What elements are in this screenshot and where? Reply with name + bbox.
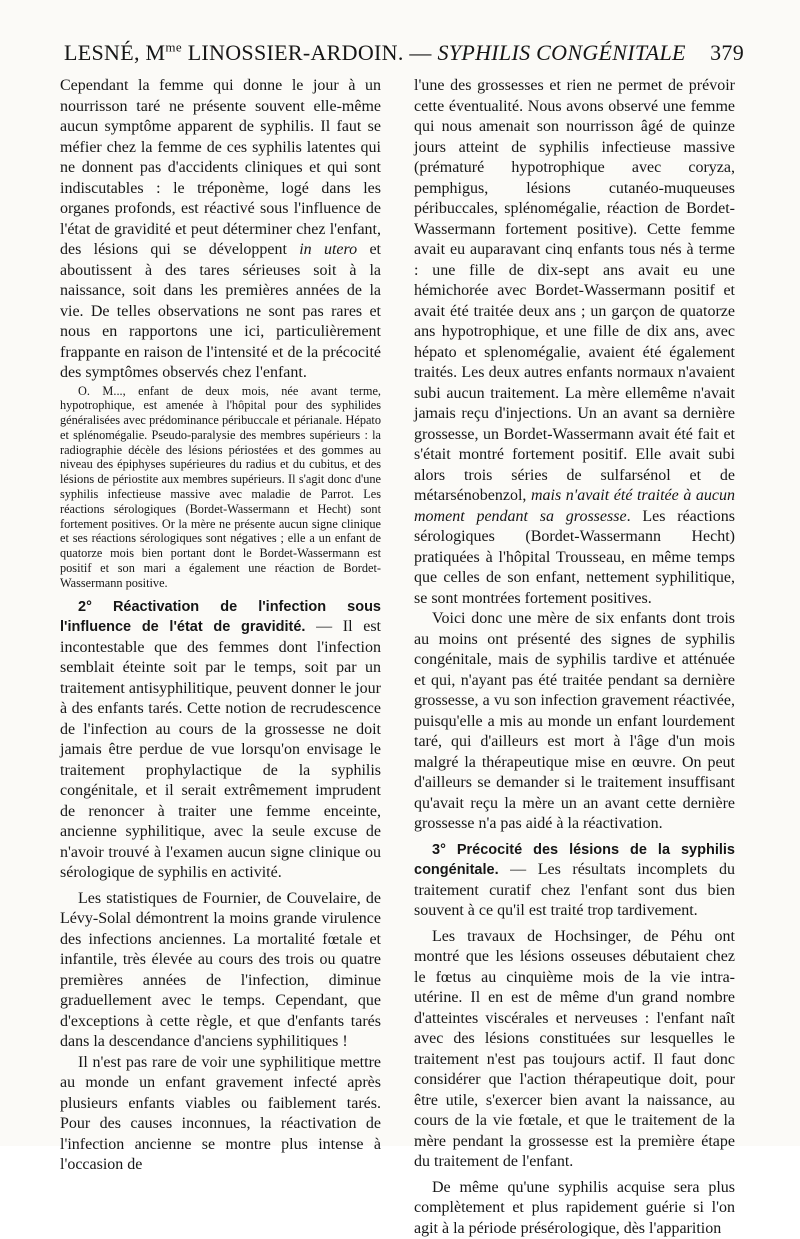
right-column (414, 76, 735, 1239)
paragraph-six-children: Voici donc une mère de six enfants dont trois au moins ont présenté des signes de syphilis congénitale, mais de syphilis tardive et atténuée et qui, n'ayant pas été traitée pendant sa dernière grossesse, a vu son infection gravement réactivée, puisqu'elle a mis au monde un enfant lourdement taré, qui d'ailleurs est mort à l'âge d'un mois malgré la thérapeutique mise en œuvre. On peut d'ailleurs se demander si le traitement insuffisant qu'avait reçu la mère un an avant cette dernière grossesse n'a pas aidé à la réactivation. (414, 609, 735, 835)
section-2-reactivation: 2° Réactivation de l'infection sous l'influence de l'état de gravidité. — Il est incontestable que des femmes dont l'infection semblait éteinte soit par le temps, soit par un traitement antisyphilitique, peuvent donner le jour à des enfants tarés. Cette notion de recrudescence de l'infection au cours de la grossesse ne doit jamais être perdue de vue lorsqu'on envisage le traitement prophylactique de la syphilis congénitale, et il serait extrêmement imprudent de renoncer à traiter une femme enceinte, ancienne syphilitique, avec la seule excuse de n'avoir trouvé à l'examen aucun signe clinique ou sérologique de syphilis en activité. (60, 597, 381, 884)
header-dash: — (404, 40, 438, 65)
paragraph-statistics: Les statistiques de Fournier, de Couvelaire, de Lévy-Solal démontrent la moins grande virulence des infections anciennes. La mortalité fœtale et infantile, très élevée au cours des trois ou quatre premières années de l'infection, diminue graduellement avec le temps. Cependant, que d'exceptions à cette règle, et que d'enfants tarés dans la descendance d'anciens syphilitiques ! (60, 889, 381, 1053)
section-3-precocity: 3° Précocité des lésions de la syphilis congénitale. — Les résultats incomplets du traitement curatif chez l'enfant sont dus bien souvent à ce qu'il est traité trop tardivement. (414, 840, 735, 922)
paragraph-hochsinger: Les travaux de Hochsinger, de Péhu ont montré que les lésions osseuses débutaient chez le fœtus au cinquième mois de la vie intra-utérine. Il en est de même d'un grand nombre d'atteintes viscérales et nerveuses : l'enfant naît avec des lésions constituées sur lesquelles le traitement n'est pas toujours actif. Il faut donc considérer que l'action thérapeutique doit, pour être utile, s'exercer bien avant la naissance, au cours de la vie fœtale, et que le traitement de la mère pendant la grossesse est la première étape du traitement de l'enfant. (414, 927, 735, 1173)
running-header (64, 40, 744, 70)
case-note-om: O. M..., enfant de deux mois, née avant terme, hypotrophique, est amenée à l'hôpital pour des syphilides généralisées avec prédominance péribuccale et périanale. Hépato et splénomégalie. Pseudo-paralysie des membres supérieurs : la radiographie décèle des lésions périostées et des gommes au niveau des épiphyses supérieures du radius et du cubitus, et des lésions de périostite aux membres supérieurs. Il s'agit donc d'une syphilis infectieuse massive avec maladie de Parrot. Les réactions sérologiques (Bordet-Wassermann et Hecht) sont fortement positives. Or la mère ne présente aucun signe clinique et ses réactions sérologiques sont négatives ; elle a un enfant de quatorze mois bien portant dont le Bordet-Wassermann est positif et son mari a également une réaction de Bordet-Wassermann positive. (60, 384, 381, 591)
header-running-title: SYPHILIS CONGÉNITALE (438, 40, 686, 65)
header-authors: LESNÉ, $M^{me}$ LINOSSIER-ARDOIN. (64, 40, 404, 65)
paragraph-acquired-syphilis: De même qu'une syphilis acquise sera plus complètement et plus rapidement guérie si l'on agit à la période présérologique, dès l'apparition (414, 1178, 735, 1239)
left-column (60, 76, 381, 1176)
page-number: 379 (710, 40, 744, 66)
paragraph-latent-syphilis: Cependant la femme qui donne le jour à un nourrisson taré ne présente souvent elle-même aucun symptôme apparent de syphilis. Il faut se méfier chez la femme de ces syphilis latentes qui ne donnent pas d'accidents cliniques et qui sont indiscutables : le tréponème, logé dans les organes profonds, est réactivé sous l'influence de l'état de gravidité et peut déterminer chez l'enfant, des lésions qui se développent in utero et aboutissent à des tares sérieuses soit à la naissance, soit dans les premières années de la vie. De telles observations ne sont pas rares et nous en rapportons une ici, particulièrement frappante en raison de l'intensité et de la précocité des symptômes observés chez l'enfant. (60, 76, 381, 384)
section-3-heading: 3° Précocité des lésions de la syphilis congénitale. (414, 842, 735, 879)
paragraph-case-mother: l'une des grossesses et rien ne permet de prévoir cette éventualité. Nous avons observé une femme qui nous amenait son nourrisson âgé de quinze jours atteint de syphilis infectieuse massive (prématuré hypotrophique avec coryza, pemphigus, lésions cutanéo-muqueuses péribuccales, splénomégalie, réaction de Bordet-Wassermann fortement positive). Cette femme avait eu auparavant cinq enfants tous nés à terme : une fille de dix-sept ans avait eu une hémichorée avec Bordet-Wassermann positif et avait été traitée deux ans ; un garçon de quatorze ans hypotrophique, et une fille de dix ans, avec hépato et splenomégalie, avaient été également traités. Les deux autres enfants normaux n'avaient subi aucun traitement. La mère ellemême n'avait jamais reçu d'injections. Un an avant sa dernière grossesse, un Bordet-Wassermann avait été fait et s'était montré fortement positif. Elle avait subi alors trois séries de sulfarsénol et de métarsénobenzol, mais n'avait été traitée à aucun moment pendant sa grossesse. Les réactions sérologiques (Bordet-Wassermann Hecht) pratiquées à l'hôpital Trousseau, en même temps que celles de son enfant, nettement syphilitique, se sont montrées fortement positives. (414, 76, 735, 609)
paragraph-reactivation-cases: Il n'est pas rare de voir une syphilitique mettre au monde un enfant gravement infecté après plusieurs enfants viables ou faiblement tarés. Pour des causes inconnues, la réactivation de l'infection ancienne se montre plus intense à l'occasion de (60, 1053, 381, 1176)
section-2-heading: 2° Réactivation de l'infection sous l'influence de l'état de gravidité. (60, 599, 381, 636)
